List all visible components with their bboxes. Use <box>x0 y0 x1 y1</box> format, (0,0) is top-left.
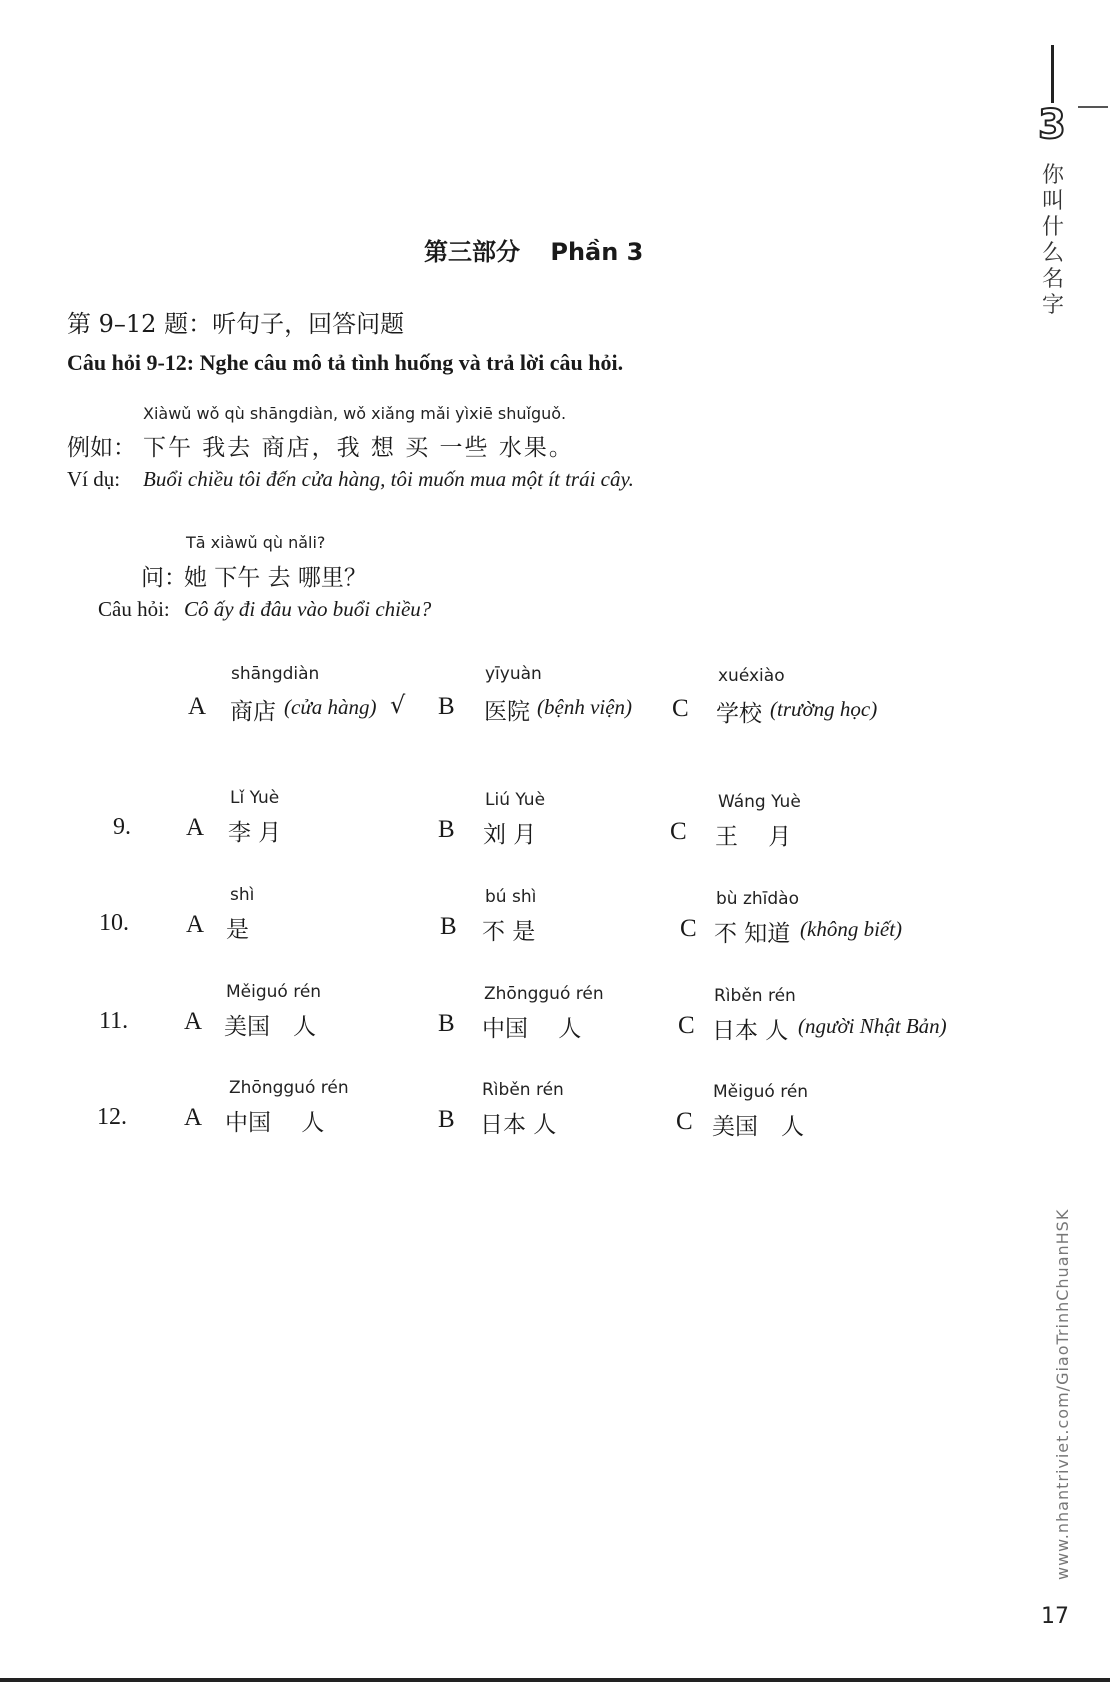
example-question-label-vi: Câu hỏi: <box>98 597 170 621</box>
section-title-vi: Phần 3 <box>550 238 644 266</box>
side-tab-line <box>1051 45 1054 103</box>
option-letter: C <box>680 915 697 942</box>
option-cn: 中国 人 <box>482 1016 582 1042</box>
option-cn: 医院 <box>484 699 530 725</box>
option-letter: A <box>186 911 205 938</box>
option-pinyin: Zhōngguó rén <box>229 1078 349 1098</box>
option-pinyin: Wáng Yuè <box>718 792 801 812</box>
option-pinyin: Rìběn rén <box>482 1080 564 1100</box>
option-pinyin: Měiguó rén <box>226 982 322 1002</box>
option-cn: 日本 人 <box>712 1018 789 1044</box>
example-question-vi: Cô ấy đi đâu vào buổi chiều? <box>184 597 432 621</box>
option-cn: 日本 人 <box>480 1112 557 1138</box>
option-letter: C <box>678 1012 695 1039</box>
option-letter: C <box>670 818 687 845</box>
section-title-cn: 第三部分 <box>424 237 520 266</box>
question-number: 9. <box>113 814 131 840</box>
chapter-char: 你 <box>1041 163 1064 188</box>
option-pinyin: shì <box>230 885 255 905</box>
question-number: 11. <box>99 1008 129 1034</box>
option-cn: 不 知道 <box>714 921 791 947</box>
question-number: 10. <box>99 910 129 936</box>
example-question-pinyin: Tā xiàwǔ qù nǎli? <box>186 533 326 552</box>
option-letter: C <box>676 1108 693 1135</box>
option-cn: 不 是 <box>482 919 536 945</box>
chapter-char: 叫 <box>1041 189 1064 214</box>
page-number: 17 <box>1041 1604 1069 1629</box>
bottom-rule <box>0 1678 1110 1682</box>
option-pinyin: xuéxiào <box>718 666 785 686</box>
option-pinyin: Zhōngguó rén <box>484 984 604 1004</box>
option-vi: (bệnh viện) <box>537 695 633 719</box>
option-vi: (cửa hàng) <box>284 695 377 719</box>
option-pinyin: bú shì <box>485 887 537 907</box>
option-cn: 美国 人 <box>224 1014 316 1040</box>
option-letter: B <box>438 816 455 843</box>
option-vi: (trường học) <box>770 697 878 721</box>
option-cn: 美国 人 <box>712 1114 804 1140</box>
option-cn: 中国 人 <box>225 1110 325 1136</box>
option-letter: A <box>186 814 205 841</box>
option-letter: A <box>184 1104 203 1131</box>
section-title <box>424 232 643 267</box>
example-question-cn: 她 下午 去 哪里？ <box>184 565 367 591</box>
side-tab-number: 3 <box>1038 102 1066 148</box>
question-number: 12. <box>97 1104 127 1130</box>
side-tab-chapter-title <box>1037 163 1069 319</box>
option-pinyin: Měiguó rén <box>713 1082 809 1102</box>
option-pinyin: bù zhīdào <box>716 889 799 909</box>
option-letter: B <box>438 1106 455 1133</box>
option-cn: 商店 <box>230 699 276 725</box>
option-letter: A <box>188 693 207 720</box>
option-cn: 是 <box>226 917 249 943</box>
option-letter: C <box>672 695 689 722</box>
checkmark-icon: √ <box>390 691 406 719</box>
example-pinyin: Xiàwǔ wǒ qù shāngdiàn, wǒ xiǎng mǎi yìxiē shuǐguǒ. <box>143 404 567 423</box>
option-vi: (không biết) <box>800 917 903 941</box>
chapter-char: 名 <box>1041 267 1064 292</box>
option-letter: B <box>438 1010 455 1037</box>
example-question-label-cn: 问： <box>141 565 187 591</box>
option-vi: (người Nhật Bản) <box>798 1014 947 1038</box>
instructions-cn: 第 9–12 题：听句子，回答问题 <box>67 310 405 338</box>
option-pinyin: Rìběn rén <box>714 986 796 1006</box>
example-sentence-vi: Buổi chiều tôi đến cửa hàng, tôi muốn mua một ít trái cây. <box>143 467 634 491</box>
chapter-char: 字 <box>1041 293 1064 318</box>
watermark-url: www.nhantriviet.com/GiaoTrinhChuanHSK <box>1053 1208 1072 1580</box>
option-letter: B <box>440 913 457 940</box>
option-pinyin: shāngdiàn <box>231 664 320 684</box>
option-cn: 李 月 <box>228 820 282 846</box>
option-letter: B <box>438 693 455 720</box>
option-letter: A <box>184 1008 203 1035</box>
chapter-char: 么 <box>1041 241 1064 266</box>
option-pinyin: yīyuàn <box>485 664 542 684</box>
option-cn: 王 月 <box>715 824 792 850</box>
example-label-cn: 例如： <box>67 435 136 461</box>
option-pinyin: Lǐ Yuè <box>230 788 280 808</box>
instructions-vi: Câu hỏi 9-12: Nghe câu mô tả tình huống và trả lời câu hỏi. <box>67 350 624 375</box>
side-tab-dash <box>1078 106 1108 108</box>
chapter-char: 什 <box>1041 215 1064 240</box>
example-label-vi: Ví dụ: <box>67 467 121 491</box>
option-pinyin: Liú Yuè <box>485 790 546 810</box>
option-cn: 学校 <box>716 701 762 727</box>
example-sentence-cn: 下午 我去 商店，我 想 买 一些 水果。 <box>143 435 574 461</box>
option-cn: 刘 月 <box>483 822 537 848</box>
